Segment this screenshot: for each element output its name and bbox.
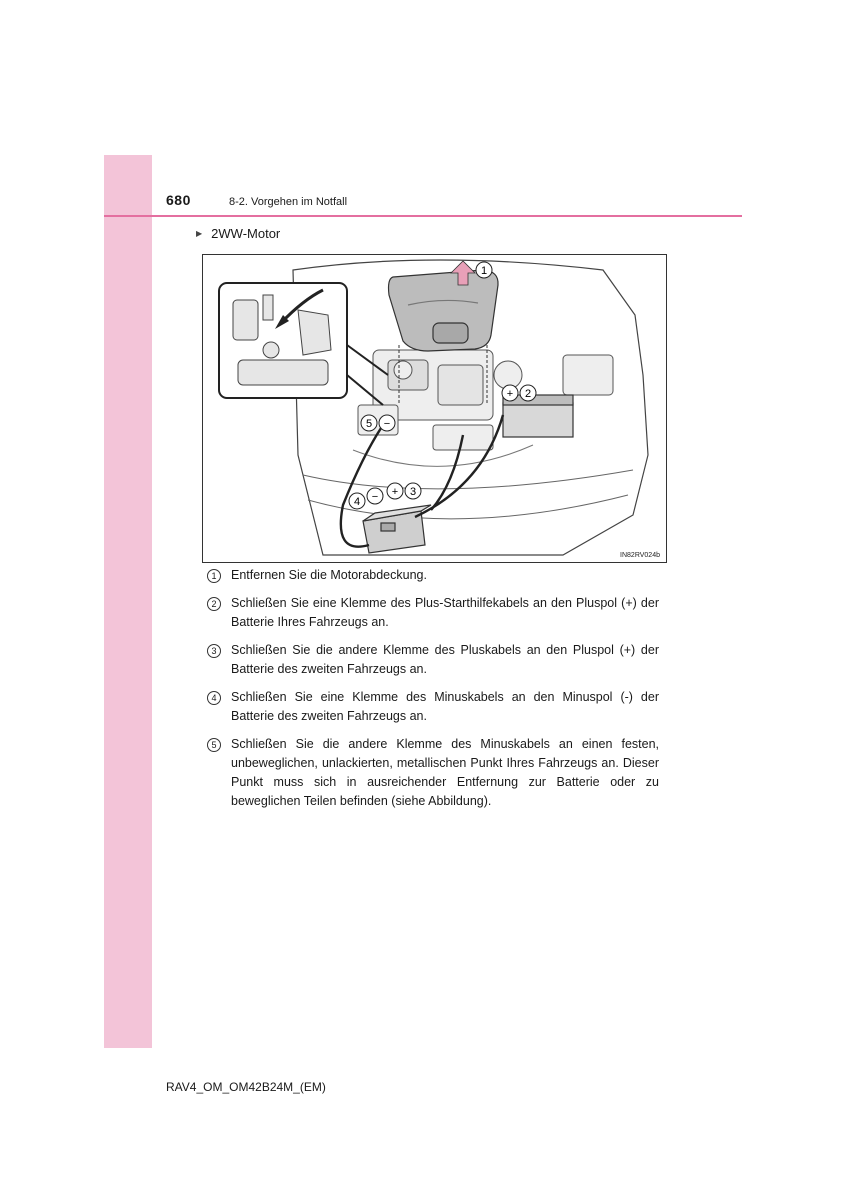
ground-point-inset <box>219 283 388 405</box>
minus-symbol-second-battery: − <box>371 491 379 503</box>
callout-4: 4 <box>353 496 361 508</box>
jump-start-illustration <box>202 254 667 563</box>
page-number: 680 <box>166 192 191 208</box>
step-item <box>207 566 659 585</box>
step-text: Entfernen Sie die Motorabdeckung. <box>231 568 427 582</box>
engine-bay-drawing <box>203 255 666 562</box>
step-item <box>207 688 659 726</box>
step-text: Schließen Sie die andere Klemme des Minuskabels an einen festen, unbeweglichen, unlackierten, metallischen Punkt Ihres Fahrzeugs an. Dieser Punkt muss sich in ausreichender Entfernung zur Batterie oder zu beweglichen Teilen befinden (siehe Abbildung). <box>231 737 659 808</box>
header-rule <box>104 215 742 217</box>
figure-code: IN82RV024b <box>620 552 660 559</box>
callout-2: 2 <box>524 388 532 400</box>
step-list <box>207 566 659 820</box>
step-number: 4 <box>207 691 221 705</box>
second-vehicle-battery <box>363 505 431 553</box>
triangle-bullet-icon: ▶ <box>196 229 203 238</box>
side-color-band <box>104 155 152 1048</box>
subheading <box>196 226 280 241</box>
callout-3: 3 <box>409 486 417 498</box>
section-title: 8-2. Vorgehen im Notfall <box>229 196 348 208</box>
step-number: 5 <box>207 738 221 752</box>
step-item <box>207 594 659 632</box>
step-text: Schließen Sie eine Klemme des Plus-Starthilfekabels an den Pluspol (+) der Batterie Ihres Fahrzeugs an. <box>231 596 659 629</box>
callout-1: 1 <box>480 265 488 277</box>
vehicle-battery <box>503 395 573 437</box>
step-item <box>207 641 659 679</box>
step-number: 2 <box>207 597 221 611</box>
document-footer: RAV4_OM_OM42B24M_(EM) <box>166 1080 326 1094</box>
step-number: 1 <box>207 569 221 583</box>
step-number: 3 <box>207 644 221 658</box>
callout-5: 5 <box>365 418 373 430</box>
plus-symbol-battery: + <box>506 388 514 400</box>
plus-symbol-second-battery: + <box>391 486 399 498</box>
subheading-text: 2WW-Motor <box>211 226 281 241</box>
engine-cover <box>389 270 499 351</box>
step-text: Schließen Sie die andere Klemme des Pluskabels an den Pluspol (+) der Batterie des zweiten Fahrzeugs an. <box>231 643 659 676</box>
step-text: Schließen Sie eine Klemme des Minuskabels an den Minuspol (-) der Batterie des zweiten Fahrzeugs an. <box>231 690 659 723</box>
minus-symbol-ground: − <box>383 418 391 430</box>
step-item <box>207 735 659 811</box>
